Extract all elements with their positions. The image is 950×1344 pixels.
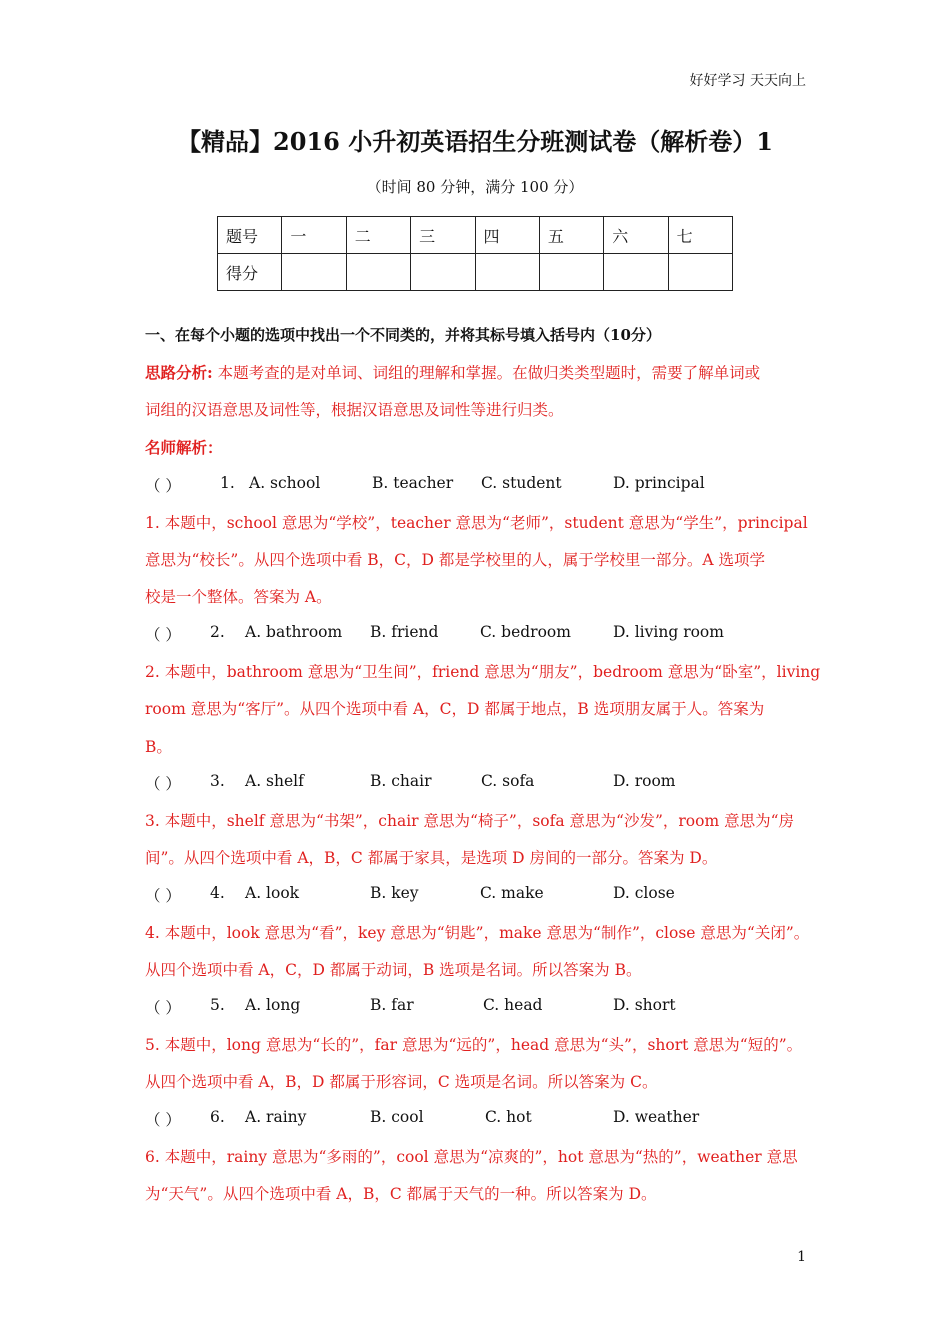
option-d: D. close bbox=[613, 884, 675, 902]
explanation-line: 2. 本题中，bathroom 意思为“卫生间”，friend 意思为“朋友”，bedroom 意思为“卧室”，living bbox=[145, 663, 821, 681]
score-cell: 一 bbox=[282, 217, 346, 254]
option-a: A. bathroom bbox=[245, 623, 343, 641]
score-input-cell[interactable] bbox=[346, 254, 410, 291]
explanation-line: 6. 本题中，rainy 意思为“多雨的”，cool 意思为“凉爽的”，hot 意思为“热的”，weather 意思 bbox=[145, 1148, 798, 1166]
explanation-line: 为“天气”。从四个选项中看 A，B，C 都属于天气的一种。所以答案为 D。 bbox=[145, 1185, 657, 1203]
option-a: A. long bbox=[245, 996, 301, 1014]
question-row bbox=[145, 772, 815, 792]
question-row bbox=[145, 996, 815, 1016]
option-b: B. chair bbox=[370, 772, 432, 790]
page-number: 1 bbox=[797, 1249, 806, 1265]
option-c: C. head bbox=[483, 996, 543, 1014]
option-c: C. sofa bbox=[481, 772, 535, 790]
score-input-cell[interactable] bbox=[604, 254, 668, 291]
question-row bbox=[145, 623, 815, 643]
explanation-line: 1. 本题中，school 意思为“学校”，teacher 意思为“老师”，student 意思为“学生”，principal bbox=[145, 514, 808, 532]
score-cell: 二 bbox=[346, 217, 410, 254]
answer-bracket[interactable]: （ ） bbox=[145, 887, 181, 905]
score-input-cell[interactable] bbox=[411, 254, 475, 291]
section-heading: 一、在每个小题的选项中找出一个不同类的，并将其标号填入括号内（10分） bbox=[145, 326, 661, 344]
option-d: D. principal bbox=[613, 474, 705, 492]
option-b: B. teacher bbox=[372, 474, 454, 492]
option-c: C. bedroom bbox=[480, 623, 571, 641]
option-c: C. student bbox=[481, 474, 562, 492]
score-cell: 七 bbox=[668, 217, 732, 254]
analysis-line: 词组的汉语意思及词性等，根据汉语意思及词性等进行归类。 bbox=[145, 401, 564, 419]
question-row bbox=[145, 1108, 815, 1128]
question-number: 5. bbox=[210, 996, 225, 1014]
score-table-header-row bbox=[218, 217, 733, 254]
option-a: A. shelf bbox=[245, 772, 304, 790]
option-b: B. cool bbox=[370, 1108, 424, 1126]
score-input-cell[interactable] bbox=[539, 254, 603, 291]
answer-bracket[interactable]: （ ） bbox=[145, 775, 181, 793]
explanation-line: 间”。从四个选项中看 A，B，C 都属于家具，是选项 D 房间的一部分。答案为 D。 bbox=[145, 849, 718, 867]
score-input-cell[interactable] bbox=[282, 254, 346, 291]
score-cell: 五 bbox=[539, 217, 603, 254]
question-number: 4. bbox=[210, 884, 225, 902]
option-b: B. far bbox=[370, 996, 414, 1014]
option-c: C. hot bbox=[485, 1108, 532, 1126]
option-a: A. rainy bbox=[245, 1108, 307, 1126]
analysis-line bbox=[145, 361, 815, 383]
explanation-line: room 意思为“客厅”。从四个选项中看 A，C，D 都属于地点，B 选项朋友属于人。答案为 bbox=[145, 700, 765, 718]
answer-bracket[interactable]: （ ） bbox=[145, 477, 181, 495]
explanation-line: 校是一个整体。答案为 A。 bbox=[145, 588, 332, 606]
option-a: A. school bbox=[249, 474, 321, 492]
explanation-line: 3. 本题中，shelf 意思为“书架”，chair 意思为“椅子”，sofa 意思为“沙发”，room 意思为“房 bbox=[145, 812, 795, 830]
score-cell: 四 bbox=[475, 217, 539, 254]
explanation-line: B。 bbox=[145, 738, 172, 756]
option-a: A. look bbox=[245, 884, 300, 902]
analysis-text: 本题考查的是对单词、词组的理解和掌握。在做归类类型题时，需要了解单词或 bbox=[212, 364, 761, 382]
explanation-line: 5. 本题中，long 意思为“长的”，far 意思为“远的”，head 意思为“头”，short 意思为“短的”。 bbox=[145, 1036, 803, 1054]
page-title: 【精品】2016 小升初英语招生分班测试卷（解析卷）1 bbox=[177, 127, 773, 156]
score-cell: 题号 bbox=[218, 217, 282, 254]
answer-bracket[interactable]: （ ） bbox=[145, 999, 181, 1017]
score-cell: 六 bbox=[604, 217, 668, 254]
header-note: 好好学习 天天向上 bbox=[689, 73, 806, 89]
question-number: 6. bbox=[210, 1108, 225, 1126]
answer-bracket[interactable]: （ ） bbox=[145, 626, 181, 644]
explanation-line: 从四个选项中看 A，C，D 都属于动词，B 选项是名词。所以答案为 B。 bbox=[145, 961, 642, 979]
option-b: B. key bbox=[370, 884, 419, 902]
page-subtitle: （时间 80 分钟，满分 100 分） bbox=[366, 178, 584, 196]
score-input-cell[interactable] bbox=[668, 254, 732, 291]
option-d: D. living room bbox=[613, 623, 724, 641]
score-table-score-row bbox=[218, 254, 733, 291]
option-b: B. friend bbox=[370, 623, 439, 641]
question-number: 3. bbox=[210, 772, 225, 790]
option-d: D. weather bbox=[613, 1108, 700, 1126]
analysis-label: 思路分析: bbox=[145, 363, 213, 382]
score-input-cell[interactable] bbox=[475, 254, 539, 291]
teacher-label: 名师解析： bbox=[145, 438, 223, 457]
score-cell: 得分 bbox=[218, 254, 282, 291]
explanation-line: 从四个选项中看 A，B，D 都属于形容词，C 选项是名词。所以答案为 C。 bbox=[145, 1073, 658, 1091]
explanation-line: 4. 本题中，look 意思为“看”，key 意思为“钥匙”，make 意思为“制作”，close 意思为“关闭”。 bbox=[145, 924, 810, 942]
explanation-line: 意思为“校长”。从四个选项中看 B，C，D 都是学校里的人，属于学校里一部分。A 选项学 bbox=[145, 551, 766, 569]
question-number: 2. bbox=[210, 623, 225, 641]
option-d: D. room bbox=[613, 772, 676, 790]
question-row bbox=[145, 474, 815, 494]
answer-bracket[interactable]: （ ） bbox=[145, 1111, 181, 1129]
score-table bbox=[217, 216, 733, 291]
option-c: C. make bbox=[480, 884, 544, 902]
question-number: 1. bbox=[220, 474, 235, 492]
question-row bbox=[145, 884, 815, 904]
score-cell: 三 bbox=[411, 217, 475, 254]
option-d: D. short bbox=[613, 996, 676, 1014]
